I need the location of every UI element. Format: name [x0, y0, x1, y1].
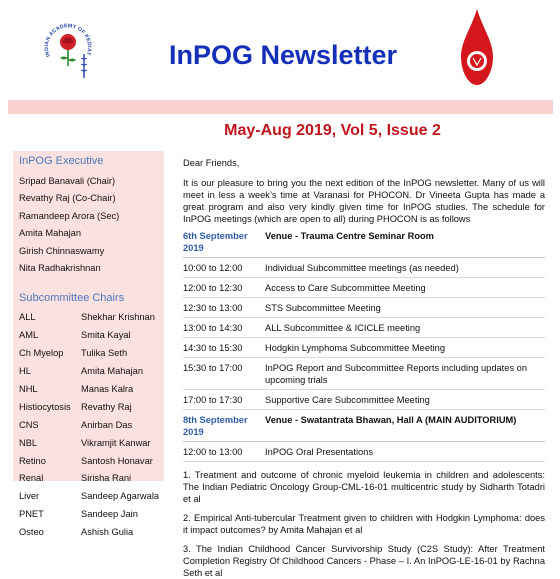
- executive-member: Revathy Raj (Co-Chair): [19, 193, 116, 204]
- day-date: 6th September 2019: [183, 230, 265, 258]
- schedule-time: 15:30 to 17:00: [183, 358, 265, 390]
- newsletter-title: InPOG Newsletter: [168, 40, 398, 70]
- schedule-event: Supportive Care Subcommittee Meeting: [265, 390, 545, 410]
- schedule-event: ALL Subcommittee & ICICLE meeting: [265, 318, 545, 338]
- presentation-item: 2. Empirical Anti-tubercular Treatment given to children with Hodgkin Lymphoma: does it impact outcomes? by Amita Mahajan et al: [183, 513, 545, 535]
- committee-name: Retino: [19, 455, 46, 466]
- committee-name: Renal: [19, 473, 44, 484]
- schedule-row: [183, 338, 545, 358]
- schedule-row: [183, 318, 545, 338]
- committee-name: CNS: [19, 419, 39, 430]
- chair-row: [19, 380, 159, 398]
- schedule-time: 12:30 to 13:00: [183, 298, 265, 318]
- intro-paragraph: It is our pleasure to bring you the next edition of the InPOG newsletter. Many of us will meet in less a week’s time at Varanasi for PHOCON. Dr Vineeta Gupta has made a great program and also very kindly given time for InPOG studies. The schedule for InPOG meetings (which are open to all) during PHOCON is as follows: [183, 178, 545, 224]
- chair-name: Manas Kalra: [81, 383, 134, 394]
- chair-name: Tulika Seth: [81, 348, 128, 359]
- schedule-time: 10:00 to 12:00: [183, 258, 265, 278]
- day-venue: Venue - Trauma Centre Seminar Room: [265, 230, 545, 258]
- schedule-time: 12:00 to 13:00: [183, 442, 265, 462]
- schedule-event: Access to Care Subcommittee Meeting: [265, 278, 545, 298]
- executive-member: Amita Mahajan: [19, 228, 82, 239]
- chair-row: [19, 469, 159, 487]
- logo-ring-text: INDIAN ACADEMY OF PEDIAT: [43, 23, 93, 58]
- schedule-time: 12:00 to 12:30: [183, 278, 265, 298]
- chair-name: Santosh Honavar: [81, 455, 153, 466]
- schedule-event: Hodgkin Lymphoma Subcommittee Meeting: [265, 338, 545, 358]
- chair-name: Ashish Gulia: [81, 527, 134, 538]
- rose-icon: [60, 34, 76, 66]
- greeting: Dear Friends,: [183, 158, 240, 168]
- committee-name: Liver: [19, 491, 40, 502]
- chairs-heading: Subcommittee Chairs: [19, 292, 125, 305]
- chair-row: [19, 487, 159, 505]
- chair-row: [19, 308, 159, 326]
- schedule-row: [183, 298, 545, 318]
- header-divider-band: [8, 100, 553, 114]
- chair-name: Smita Kayal: [81, 330, 131, 341]
- committee-name: ALL: [19, 312, 36, 323]
- committee-name: AML: [19, 330, 39, 341]
- committee-name: PNET: [19, 509, 44, 520]
- chair-row: [19, 523, 159, 541]
- executive-list: [13, 173, 164, 277]
- schedule-table: [183, 230, 545, 462]
- day-header-row: [183, 230, 545, 258]
- chair-name: Revathy Raj: [81, 401, 132, 412]
- day-date: 8th September 2019: [183, 410, 265, 442]
- executive-heading: InPOG Executive: [19, 155, 104, 167]
- chair-name: Vikramjit Kanwar: [81, 437, 151, 448]
- schedule-row: [183, 390, 545, 410]
- sidebar: [13, 151, 164, 538]
- executive-member: Sripad Banavali (Chair): [19, 176, 116, 186]
- chair-row: [19, 344, 159, 362]
- chairs-table: [19, 308, 159, 541]
- issue-heading: May-Aug 2019, Vol 5, Issue 2: [224, 122, 441, 139]
- chair-name: Shekhar Krishnan: [81, 312, 155, 323]
- chair-name: Sirisha Rani: [81, 473, 132, 484]
- chair-row: [19, 434, 159, 452]
- committee-name: Histiocytosis: [19, 401, 71, 412]
- executive-member: Nita Radhakrishnan: [19, 263, 101, 274]
- schedule-time: 17:00 to 17:30: [183, 390, 265, 410]
- main-content: [183, 157, 545, 579]
- schedule-event: InPOG Oral Presentations: [265, 442, 545, 462]
- iap-logo: [40, 8, 96, 82]
- executive-member: Ramandeep Arora (Sec): [19, 210, 120, 221]
- schedule-event: Individual Subcommittee meetings (as needed): [265, 258, 545, 278]
- chair-row: [19, 362, 159, 380]
- chair-row: [19, 326, 159, 344]
- chair-name: Anirban Das: [81, 419, 133, 430]
- schedule-time: 14:30 to 15:30: [183, 338, 265, 358]
- presentation-item: 3. The Indian Childhood Cancer Survivorship Study (C2S Study): After Treatment Completion Registry Of Childhood Cancers - Phase – I. An InPOG-LE-16-01 by Rachna Seth et al: [183, 544, 545, 578]
- committee-name: Osteo: [19, 527, 44, 538]
- chair-row: [19, 452, 159, 470]
- committee-name: NHL: [19, 383, 38, 394]
- svg-text:INDIAN ACADEMY OF PEDIATRICS: [40, 8, 92, 58]
- committee-name: NBL: [19, 437, 38, 448]
- schedule-event: InPOG Report and Subcommittee Reports including updates on upcoming trials: [265, 358, 545, 390]
- chair-name: Sandeep Agarwala: [81, 491, 160, 502]
- committee-name: HL: [19, 366, 31, 377]
- schedule-row: [183, 258, 545, 278]
- schedule-time: 13:00 to 14:30: [183, 318, 265, 338]
- schedule-row: [183, 278, 545, 298]
- chair-name: Sandeep Jain: [81, 509, 138, 520]
- schedule-event: STS Subcommittee Meeting: [265, 298, 545, 318]
- presentation-item: 1. Treatment and outcome of chronic myeloid leukemia in children and adolescents: The Indian Pediatric Oncology Group-CML-16-01 multicentric study by Sidharth Totadri et al: [183, 470, 545, 504]
- schedule-row: [183, 358, 545, 390]
- day-venue: Venue - Swatantrata Bhawan, Hall A (MAIN AUDITORIUM): [265, 410, 545, 442]
- committee-name: Ch Myelop: [19, 348, 64, 359]
- chair-name: Amita Mahajan: [81, 366, 144, 377]
- schedule-row: [183, 442, 545, 462]
- chair-row: [19, 505, 159, 523]
- chair-row: [19, 416, 159, 434]
- chair-row: [19, 398, 159, 416]
- day-header-row: [183, 410, 545, 442]
- executive-member: Girish Chinnaswamy: [19, 245, 105, 256]
- caduceus-icon: [81, 54, 87, 78]
- blood-drop-logo: [459, 7, 495, 93]
